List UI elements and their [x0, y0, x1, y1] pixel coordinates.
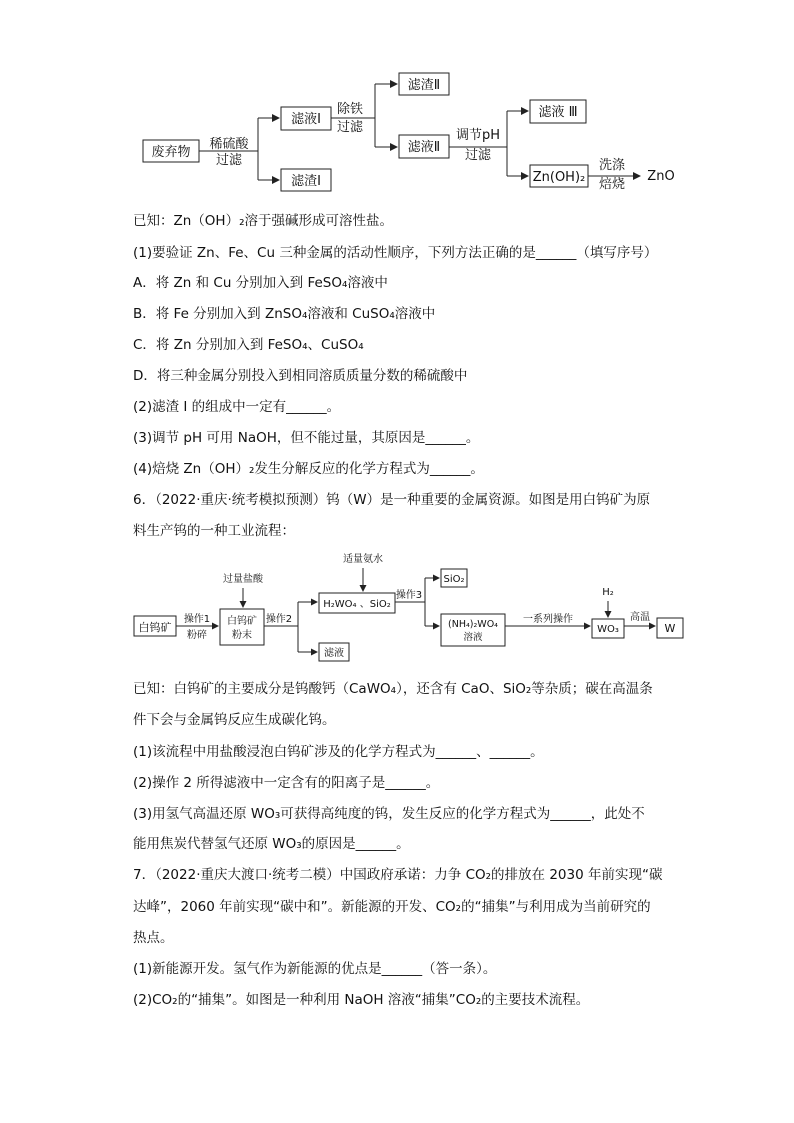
filtrate2-label: 滤液Ⅱ	[407, 140, 441, 155]
series-ops-label: 一系列操作	[523, 614, 573, 625]
ph-top-label: 调节pH	[455, 128, 501, 143]
fe-bottom-label: 过滤	[336, 120, 364, 135]
ore-label: 白钨矿	[138, 621, 172, 634]
q5-option-d: D．将三种金属分别投入到相同溶质质量分数的稀硫酸中	[133, 368, 468, 384]
ammonium-tungstate-bottom-label: 溶液	[463, 632, 483, 643]
op2-label: 操作2	[265, 614, 293, 625]
q6-line1: 6．（2022·重庆·统考模拟预测）钨（W）是一种重要的金属资源。如图是用白钨矿为原	[133, 492, 651, 508]
q6-known1: 已知：白钨矿的主要成分是钨酸钙（CaWO₄），还含有 CaO、SiO₂等杂质；碳在高温条	[133, 681, 653, 697]
powder-bottom-label: 粉末	[232, 630, 252, 641]
q6-s2: (2)操作 2 所得滤液中一定含有的阳离子是______。	[133, 775, 440, 791]
zno-label: ZnO	[647, 169, 675, 184]
sio2-label: SiO₂	[443, 574, 465, 585]
residue1-label: 滤渣Ⅰ	[291, 174, 321, 189]
powder-top-label: 白钨矿	[227, 616, 257, 627]
q5-s4: (4)焙烧 Zn（OH）₂发生分解反应的化学方程式为______。	[133, 461, 484, 477]
q7-line1: 7．（2022·重庆大渡口·统考二模）中国政府承诺：力争 CO₂的排放在 2030 年前实现“碳	[133, 867, 663, 883]
q6-line2: 料生产钨的一种工业流程：	[133, 523, 295, 539]
znoh-label: Zn(OH)₂	[532, 170, 586, 185]
wo3-label: WO₃	[597, 624, 619, 635]
q5-option-a: A．将 Zn 和 Cu 分别加入到 FeSO₄溶液中	[133, 275, 388, 291]
q6-s3a: (3)用氢气高温还原 WO₃可获得高纯度的钨，发生反应的化学方程式为______，此处不	[133, 806, 645, 822]
tungsten-process-flowchart	[0, 550, 794, 670]
waste-label: 废弃物	[151, 145, 191, 160]
q5-known: 已知：Zn（OH）₂溶于强碱形成可溶性盐。	[133, 213, 393, 229]
q7-s2: (2)CO₂的“捕集”。如图是一种利用 NaOH 溶液“捕集”CO₂的主要技术流程。	[133, 992, 590, 1008]
op1-label: 操作1	[183, 614, 211, 625]
w-label: W	[664, 622, 676, 635]
acid-bottom-label: 过滤	[215, 153, 243, 168]
acid-top-label: 稀硫酸	[209, 137, 249, 152]
filtrate1-label: 滤液Ⅰ	[291, 112, 321, 127]
q7-s1: (1)新能源开发。氢气作为新能源的优点是______（答一条）。	[133, 961, 497, 977]
ammonium-tungstate-top-label: (NH₄)₂WO₄	[448, 619, 498, 630]
mix-label: H₂WO₄ 、SiO₂	[323, 599, 391, 610]
q6-known2: 件下会与金属钨反应生成碳化钨。	[133, 712, 336, 728]
q7-line2: 达峰”，2060 年前实现“碳中和”。新能源的开发、CO₂的“捕集”与利用成为当前研究的	[133, 899, 651, 915]
ph-bottom-label: 过滤	[464, 148, 492, 163]
q6-s1: (1)该流程中用盐酸浸泡白钨矿涉及的化学方程式为______、______。	[133, 744, 544, 760]
residue2-label: 滤渣Ⅱ	[407, 78, 441, 93]
wash-top-label: 洗涤	[598, 158, 626, 173]
q5-s2: (2)滤渣 Ⅰ 的组成中一定有______。	[133, 399, 341, 415]
hcl-label: 过量盐酸	[223, 574, 263, 585]
filtrate-label: 滤液	[324, 648, 344, 659]
q5-option-c: C．将 Zn 分别加入到 FeSO₄、CuSO₄	[133, 337, 364, 353]
q5-option-b: B．将 Fe 分别加入到 ZnSO₄溶液和 CuSO₄溶液中	[133, 306, 436, 322]
fe-top-label: 除铁	[336, 102, 364, 117]
q5-s1: (1)要验证 Zn、Fe、Cu 三种金属的活动性顺序，下列方法正确的是______（填写序号）	[133, 245, 658, 261]
hightemp-label: 高温	[630, 612, 650, 623]
filtrate3-label: 滤液 Ⅲ	[538, 105, 578, 120]
zinc-process-flowchart	[0, 0, 794, 200]
op3-label: 操作3	[395, 590, 423, 601]
q6-s3b: 能用焦炭代替氢气还原 WO₃的原因是______。	[133, 836, 410, 852]
h2-label: H₂	[602, 587, 614, 598]
ammonia-label: 适量氨水	[343, 554, 383, 565]
wash-bottom-label: 焙烧	[598, 177, 626, 192]
crush-label: 粉碎	[187, 630, 207, 641]
q5-s3: (3)调节 pH 可用 NaOH，但不能过量，其原因是______。	[133, 430, 480, 446]
q7-line3: 热点。	[133, 930, 174, 946]
